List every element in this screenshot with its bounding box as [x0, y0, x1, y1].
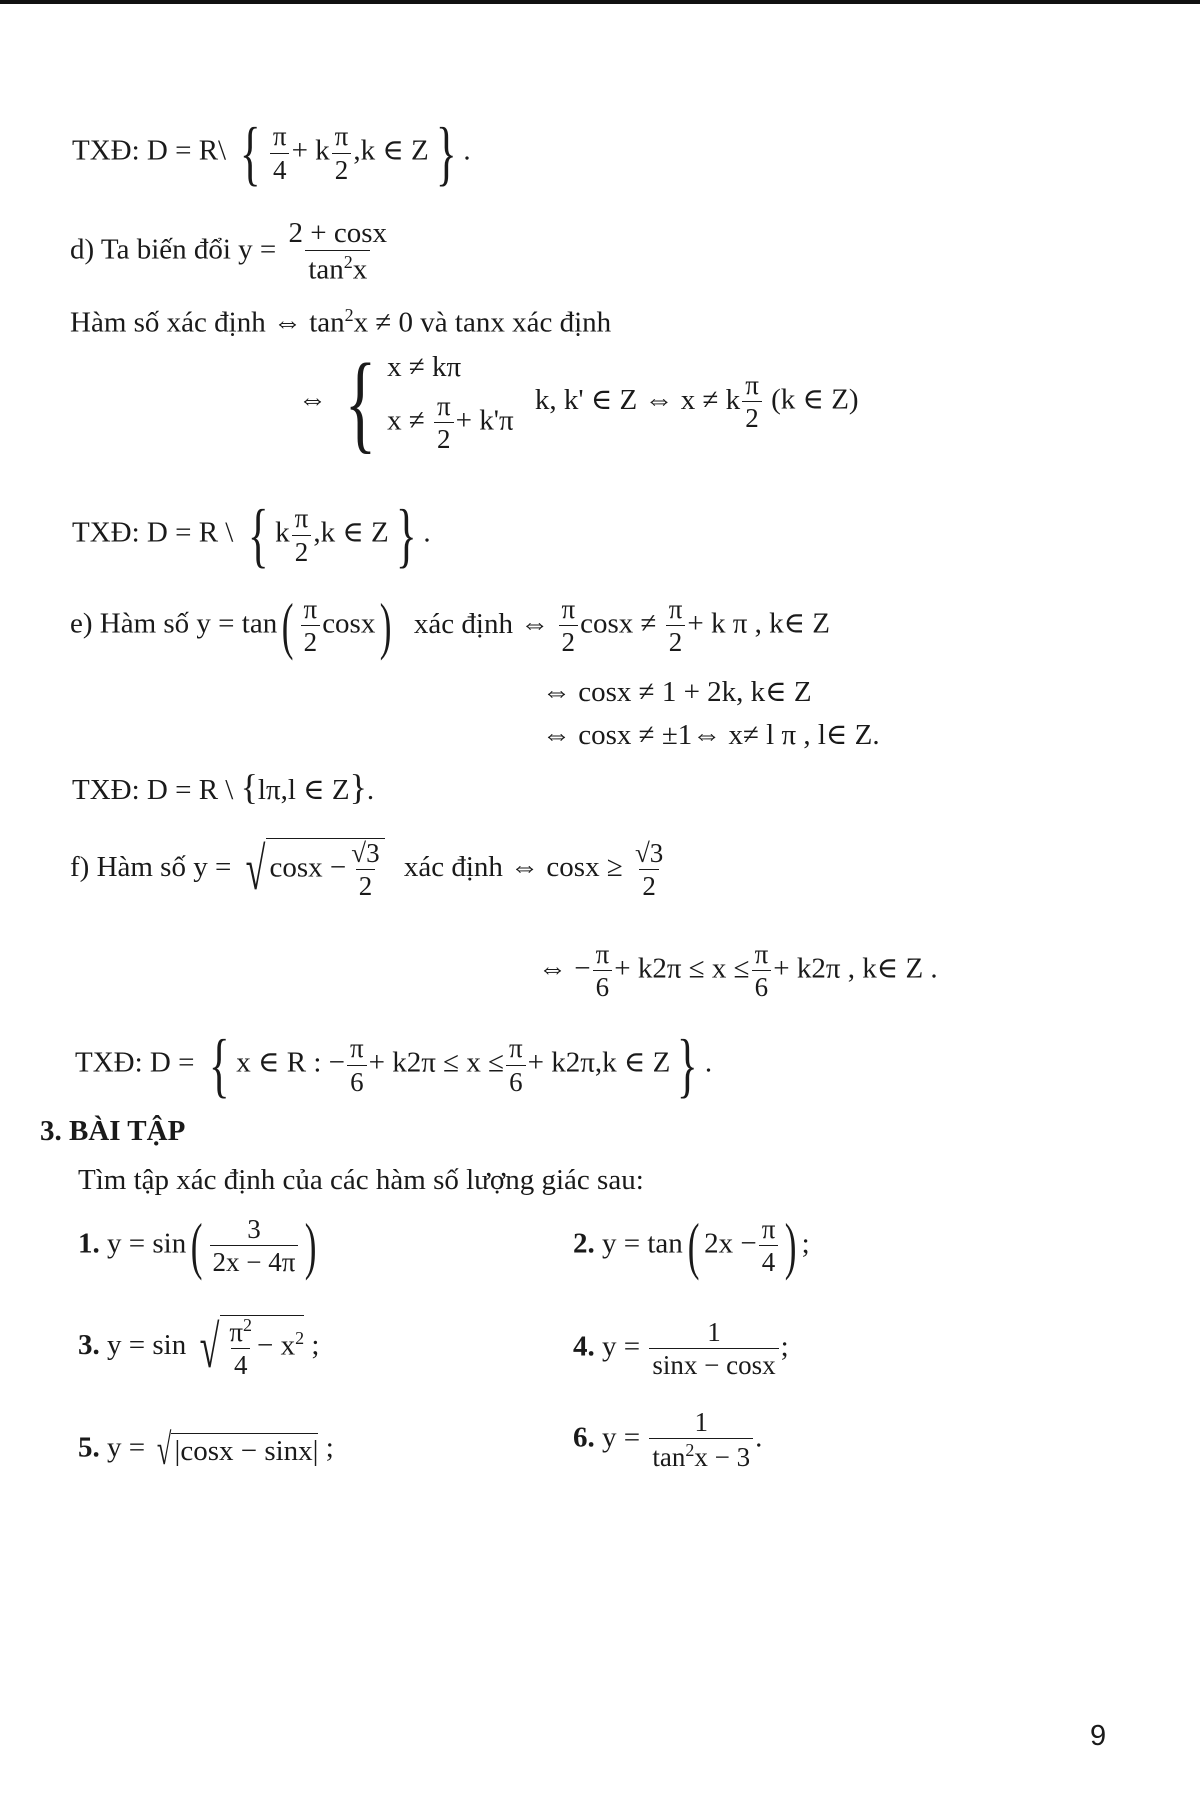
fraction: $\frac{\pi}{6}$ [752, 940, 772, 1002]
fraction: $\frac{√3}{2}$ [634, 837, 664, 901]
fraction: $\frac{\pi}{2}$ [292, 504, 312, 566]
fraction: $\frac{2 + \cos x}{\tan^2x}$ [288, 217, 388, 287]
txd-d-tail: ,k ∈ Z [313, 516, 389, 549]
fraction: $\frac{3}{2x - 4\pi}$ [210, 1215, 299, 1277]
fraction: $\frac{\pi}{2}$ [742, 371, 762, 433]
f-line-2-tail: + k2π , k∈ Z . [773, 952, 938, 985]
d-cond-tail: x ≠ 0 và tanx xác định [353, 306, 612, 339]
d-sys-after-tail: (k ∈ Z) [771, 383, 859, 416]
exercise-2: 2. y = tan( 2x − $\frac{\pi}{4}$ ) ; [573, 1209, 810, 1281]
txd-c-mid: + k [291, 134, 330, 167]
square-root: √ |cosx − sinx| [157, 1425, 319, 1474]
system-of-conditions [334, 340, 514, 463]
e-mid: xác định ⇔ [413, 607, 550, 640]
section-heading: 3. BÀI TẬP [40, 1115, 186, 1147]
brace-left: { [247, 495, 269, 575]
e-line: e) Hàm số y = tan( $\frac{\pi}{2}$ cosx) xác định ⇔ $\frac{\pi}{2}$ cosx ≠ $\frac{\pi}{2}$ + k π , k∈ Z [70, 589, 831, 661]
f-prefix: f) Hàm số y = [70, 851, 232, 883]
d-sys-after: k, k' ∈ Z ⇔ x ≠ k [534, 383, 741, 416]
page-number: 9 [1090, 1720, 1107, 1752]
d-cond-text: Hàm số xác định ⇔ tan [70, 306, 345, 339]
brace-left: { [208, 1025, 230, 1105]
e-line-2: ⇔ cosx ≠ 1 + 2k, k∈ Z [542, 676, 812, 708]
fraction: $\frac{\pi}{2}$ [332, 122, 352, 184]
exercise-number: 3. [78, 1329, 100, 1361]
e-prefix: e) Hàm số y = tan [70, 607, 278, 640]
top-rule [0, 0, 1200, 4]
exercise-number: 5. [78, 1431, 100, 1464]
txd-e-line [72, 767, 375, 807]
fraction: $\frac{\pi}{6}$ [347, 1034, 367, 1096]
period: . [704, 1046, 713, 1079]
brace-right: } [677, 1025, 698, 1105]
fraction: $\frac{1}{\tan^2x - 3}$ [649, 1408, 753, 1472]
exercise-1: 1. y = sin( $\frac{3}{2x - 4\pi}$ ) [78, 1209, 317, 1281]
square-root: √ $\frac{\pi^2}{4}$ − $x^2$ [200, 1314, 305, 1381]
txd-d-prefix: TXĐ: D = R \ [72, 516, 234, 549]
fraction: $\frac{\pi}{6}$ [593, 940, 613, 1002]
paren-left: ( [687, 1209, 700, 1281]
system-row-2: x ≠ $\frac{\pi}{2}$ + k'π [387, 391, 514, 455]
e-line-3: ⇔ cosx ≠ ±1⇔ x≠ l π , l∈ Z. [542, 719, 880, 751]
paren-left: ( [190, 1209, 203, 1281]
paren-right: ) [380, 589, 392, 661]
fraction: $\frac{\pi}{2}$ [301, 595, 321, 657]
period: . [423, 516, 431, 549]
brace-left: { [240, 767, 258, 807]
period: . [366, 774, 375, 806]
fraction: $\frac{1}{\sin x - \cos x}$ [649, 1318, 778, 1380]
txd-e-set: lπ,l ∈ Z [257, 774, 350, 806]
paren-right: ) [785, 1209, 797, 1281]
d-intro-line [70, 218, 392, 286]
txd-c-tail: ,k ∈ Z [353, 134, 429, 167]
brace-right: } [435, 113, 457, 193]
e-tail: + k π , k∈ Z [687, 607, 831, 640]
d-system-line [298, 340, 859, 463]
fraction: $\frac{\pi}{4}$ [270, 122, 290, 184]
brace-right: } [349, 767, 367, 807]
exercise-number: 6. [573, 1421, 595, 1454]
brace-left: { [240, 113, 262, 193]
f-line-2: ⇔ − $\frac{\pi}{6}$ + k2π ≤ x ≤ $\frac{\pi}{6}$ + k2π , k∈ Z . [538, 939, 938, 1003]
paren-left: ( [282, 589, 294, 661]
exercise-6: 6. y = $\frac{1}{\tan^2x - 3}$ . [573, 1407, 763, 1473]
period: . [463, 134, 471, 167]
d-intro-text: d) Ta biến đổi y = [70, 233, 277, 266]
brace-left: { [344, 340, 377, 463]
exercise-number: 4. [573, 1330, 595, 1363]
exercise-3: 3. y = sin √ $\frac{\pi^2}{4}$ − $x^2$ ; [78, 1314, 320, 1381]
txd-c-prefix: TXĐ: D = R\ [72, 134, 227, 167]
exercise-number: 1. [78, 1227, 100, 1260]
d-condition-line [70, 298, 611, 340]
f-line [70, 838, 668, 901]
txd-f-prefix: TXĐ: D = [75, 1046, 195, 1079]
fraction: $\frac{\pi}{4}$ [759, 1215, 779, 1277]
txd-c-line [72, 113, 471, 193]
fraction: $\frac{\pi}{2}$ [558, 595, 578, 657]
paren-right: ) [305, 1209, 317, 1281]
exercise-4: 4. y = $\frac{1}{\sin x - \cos x}$ ; [573, 1317, 789, 1381]
txd-d-line: TXĐ: D = R \ { k $\frac{\pi}{2}$ ,k ∈ Z} . [72, 495, 431, 575]
txd-f-line: TXĐ: D = { x ∈ R : − $\frac{\pi}{6}$ + k2π ≤ x ≤ $\frac{\pi}{6}$ + k2π,k ∈ Z} . [75, 1025, 713, 1105]
txd-e-prefix: TXĐ: D = R \ [72, 774, 234, 806]
square-root: √ cosx − $\frac{√3}{2}$ [239, 838, 385, 901]
equivalence-arrow: ⇔ [298, 383, 327, 416]
brace-right: } [395, 495, 417, 575]
equivalence-arrow: ⇔ [538, 952, 567, 985]
exercise-5: 5. y = √ |cosx − sinx| ; [78, 1420, 334, 1480]
exercise-number: 2. [573, 1227, 595, 1260]
system-row-1: x ≠ kπ [387, 351, 462, 383]
fraction: $\frac{\pi}{6}$ [506, 1034, 526, 1096]
fraction: $\frac{\pi}{2}$ [666, 595, 686, 657]
section-intro: Tìm tập xác định của các hàm số lượng giác sau: [78, 1164, 644, 1196]
exponent: 2 [344, 305, 354, 325]
f-mid: xác định ⇔ cosx ≥ [403, 851, 623, 883]
